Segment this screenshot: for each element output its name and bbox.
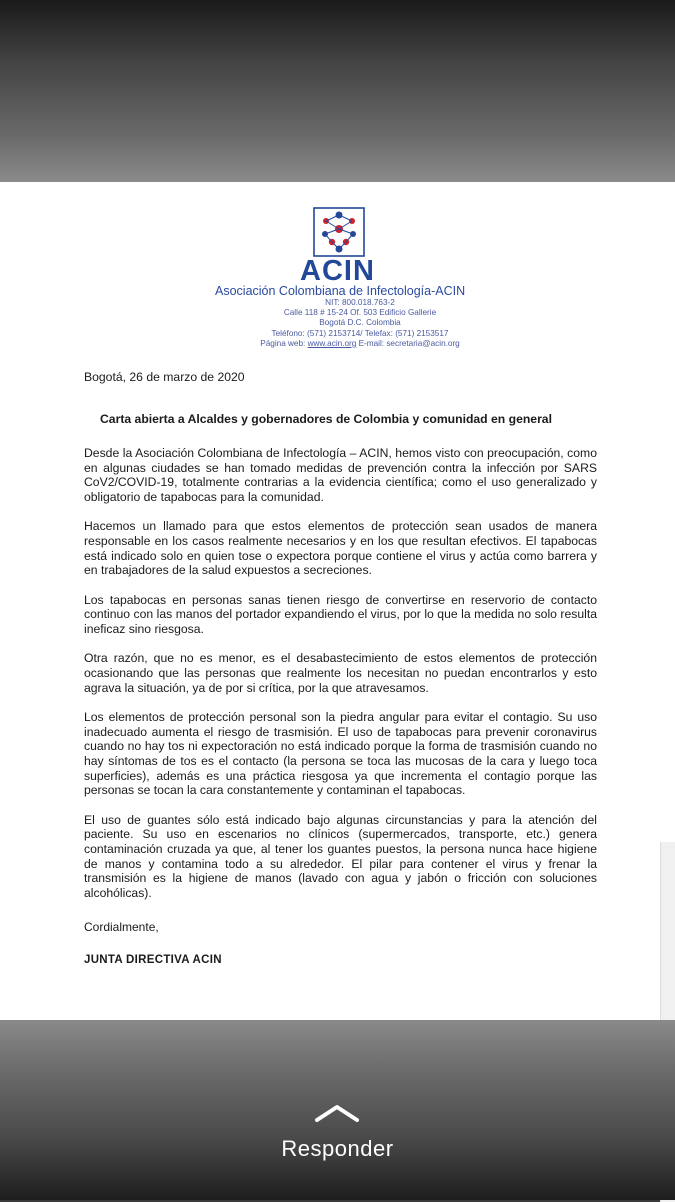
reply-button[interactable]: Responder: [281, 1136, 394, 1161]
org-name: Asociación Colombiana de Infectología-ACIN: [215, 284, 466, 298]
letter-subject: Carta abierta a Alcaldes y gobernadores de Colombia y comunidad en general: [100, 412, 552, 426]
letter-body: [84, 446, 597, 915]
letter-document: [0, 182, 675, 1020]
paragraph: Desde la Asociación Colombiana de Infectología – ACIN, hemos visto con preocupación, como en algunas ciudades se han tomado medidas de prevención contra la infección por SARS CoV2/COVID-19, totalmente contrarias a la evidencia científica; como el uso generalizado y obligatorio de tapabocas para la comunidad.: [84, 446, 597, 505]
contact-email: E-mail: secretaria@acin.org: [358, 338, 460, 348]
org-contact-block: [230, 298, 490, 349]
chevron-up-icon[interactable]: [313, 1102, 361, 1124]
paragraph: Hacemos un llamado para que estos elementos de protección sean usados de manera responsable en los casos realmente necesarios y en los que resultan efectivos. El tapabocas está indicado solo en quien tose o expectora porque contiene el virus y actúa como barrera y en trabajadores de la salud expuestos a secreciones.: [84, 519, 597, 578]
story-top-background: [0, 0, 675, 182]
acin-logo-icon: [313, 207, 365, 257]
paragraph: El uso de guantes sólo está indicado bajo algunas circunstancias y para la atención del paciente. Su uso en escenarios no clínicos (supermercados, transporte, etc.) genera contaminación cruzada ya que, al tener los guantes puestos, la persona nunca hace higiene de manos y contamina todo a su alrededor. El pilar para contener el virus y frenar la transmisión es la higiene de manos (lavado con agua y jabón o fricción con soluciones alcohólicas).: [84, 812, 597, 901]
contact-phone: Teléfono: (571) 2153714/ Telefax: (571) 2153517: [271, 328, 449, 338]
paragraph: Los elementos de protección personal son la piedra angular para evitar el contagio. Su uso inadecuado aumenta el riesgo de trasmisión. El uso de tapabocas para prevenir coronavirus cuando no hay tos ni expectoración no está indicado porque la forma de trasmisión cuando no hay síntomas de tos es el contacto (la persona se toca las mucosas de la cara y luego toca superficies), además es una práctica riesgosa ya que incrementa el contagio porque las personas se tocan la cara constantemente y contaminan el tapabocas.: [84, 709, 597, 798]
org-abbreviation: ACIN: [300, 255, 375, 287]
letter-date: Bogotá, 26 de marzo de 2020: [84, 370, 245, 384]
contact-city: Bogotá D.C. Colombia: [319, 318, 401, 328]
paragraph: Los tapabocas en personas sanas tienen riesgo de convertirse en reservorio de contacto continuo con las manos del portador expandiendo el virus, por lo que la medida no solo resulta ineficaz sino riesgosa.: [84, 592, 597, 637]
contact-nit: NIT: 800.018.763-2: [325, 298, 395, 307]
letter-signature: JUNTA DIRECTIVA ACIN: [84, 954, 222, 966]
contact-address: Calle 118 # 15-24 Of. 503 Edificio Gallerie: [283, 308, 437, 318]
paragraph: Otra razón, que no es menor, es el desabastecimiento de estos elementos de protección ocasionando que las personas que realmente los necesitan no puedan encontrarlos y esto agrava la situación, ya de por si crítica, por la que atravesamos.: [84, 651, 597, 695]
letter-closing: Cordialmente,: [84, 920, 159, 934]
contact-web-link[interactable]: www.acin.org: [307, 338, 357, 348]
contact-web-line: [230, 339, 490, 349]
contact-web-prefix: Página web:: [260, 338, 306, 348]
